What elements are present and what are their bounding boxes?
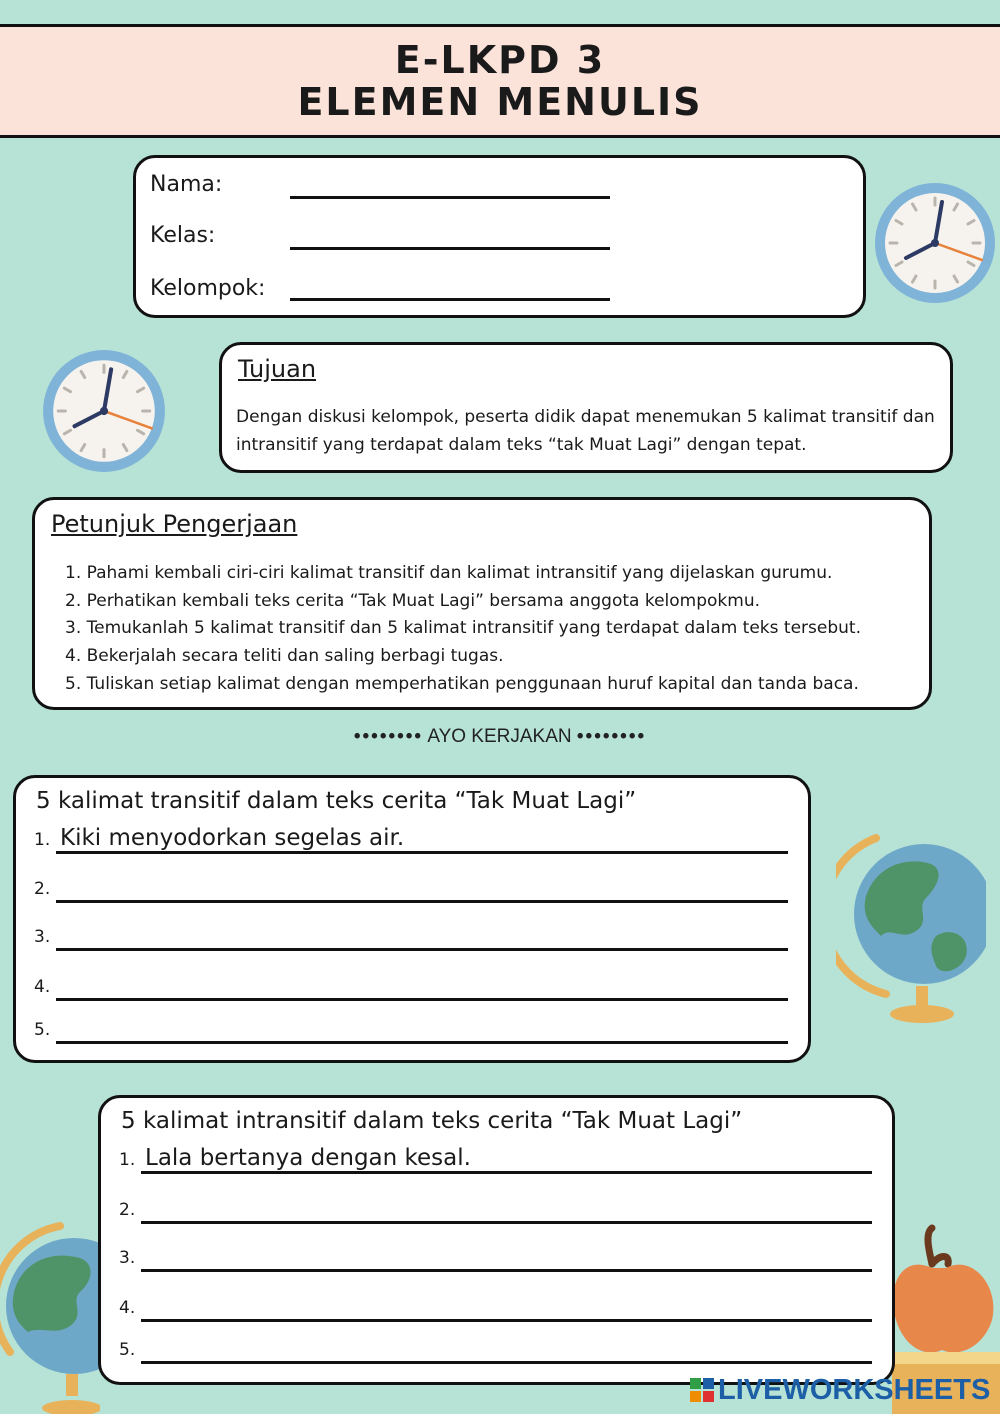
answer-input-line[interactable] [56,998,788,1001]
page-header [0,24,1000,138]
answer-input-line[interactable] [141,1221,872,1224]
nama-label: Nama: [150,172,223,197]
identity-box [133,155,866,318]
answer-input-line[interactable] [56,1041,788,1044]
header-title-line1: E-LKPD 3 [394,38,606,82]
answer-number: 5. [34,1020,51,1040]
kelas-input-line[interactable] [290,247,610,250]
intransitif-answer-box [98,1095,895,1385]
petunjuk-item: 4. Bekerjalah secara teliti dan saling berbagi tugas. [65,646,504,667]
answer-input-line[interactable] [141,1361,872,1364]
answer-row [119,1282,872,1322]
answer-input-line[interactable] [56,851,788,854]
divider-dots-right: •••••••• [576,726,647,747]
petunjuk-item: 2. Perhatikan kembali teks cerita “Tak Muat Lagi” bersama anggota kelompokmu. [65,590,760,611]
answer-row [119,1232,872,1272]
answer-row [34,961,788,1001]
petunjuk-item: 1. Pahami kembali ciri-ciri kalimat transitif dan kalimat intransitif yang dijelaskan gurumu. [65,563,833,583]
answer-row [34,1004,788,1044]
answer-number: 3. [34,927,51,947]
transitif-title: 5 kalimat transitif dalam teks cerita “Tak Muat Lagi” [36,788,637,814]
answer-row [119,1184,872,1224]
answer-number: 4. [34,977,51,997]
petunjuk-item: 3. Temukanlah 5 kalimat transitif dan 5 kalimat intransitif yang terdapat dalam teks tersebut. [65,618,861,639]
nama-input-line[interactable] [290,196,610,199]
answer-input-line[interactable] [141,1319,872,1322]
globe-icon [0,1222,100,1414]
globe-icon [836,826,986,1026]
ayo-kerjakan-label: AYO KERJAKAN [427,726,572,747]
petunjuk-box [32,497,932,710]
petunjuk-list [65,560,861,698]
transitif-answer-box [13,775,811,1063]
answer-number: 1. [34,830,51,850]
tujuan-box [219,342,953,473]
answer-number: 3. [119,1248,136,1268]
liveworksheets-text: LIVEWORKSHEETS [718,1373,991,1406]
ayo-kerjakan-divider [0,726,1000,748]
kelompok-label: Kelompok: [150,276,266,301]
petunjuk-title: Petunjuk Pengerjaan [51,510,298,538]
answer-input-line[interactable] [141,1269,872,1272]
tujuan-title: Tujuan [238,355,317,383]
answer-text: Lala bertanya dengan kesal. [145,1145,471,1171]
answer-row [119,1324,872,1364]
answer-number: 2. [34,879,51,899]
answer-text: Kiki menyodorkan segelas air. [60,825,405,851]
liveworksheets-logo-icon [690,1378,714,1402]
tujuan-text: Dengan diskusi kelompok, peserta didik dapat menemukan 5 kalimat transitif dan intransitif yang terdapat dalam teks “tak Muat Lagi” dengan tepat. [236,407,935,455]
answer-input-line[interactable] [56,900,788,903]
answer-row [34,814,788,854]
divider-dots-left: •••••••• [353,726,424,747]
answer-number: 4. [119,1298,136,1318]
header-title-line2: ELEMEN MENULIS [297,80,703,124]
kelompok-input-line[interactable] [290,298,610,301]
answer-number: 5. [119,1340,136,1360]
liveworksheets-watermark [690,1372,995,1408]
answer-input-line[interactable] [56,948,788,951]
intransitif-title: 5 kalimat intransitif dalam teks cerita “Tak Muat Lagi” [121,1108,743,1134]
answer-row [119,1134,872,1174]
answer-row [34,863,788,903]
kelas-label: Kelas: [150,223,216,248]
answer-number: 1. [119,1150,136,1170]
answer-row [34,911,788,951]
clock-icon [872,180,998,306]
answer-number: 2. [119,1200,136,1220]
answer-input-line[interactable] [141,1171,872,1174]
clock-icon [40,347,168,475]
petunjuk-item: 5. Tuliskan setiap kalimat dengan memperhatikan penggunaan huruf kapital dan tanda baca. [65,673,859,694]
